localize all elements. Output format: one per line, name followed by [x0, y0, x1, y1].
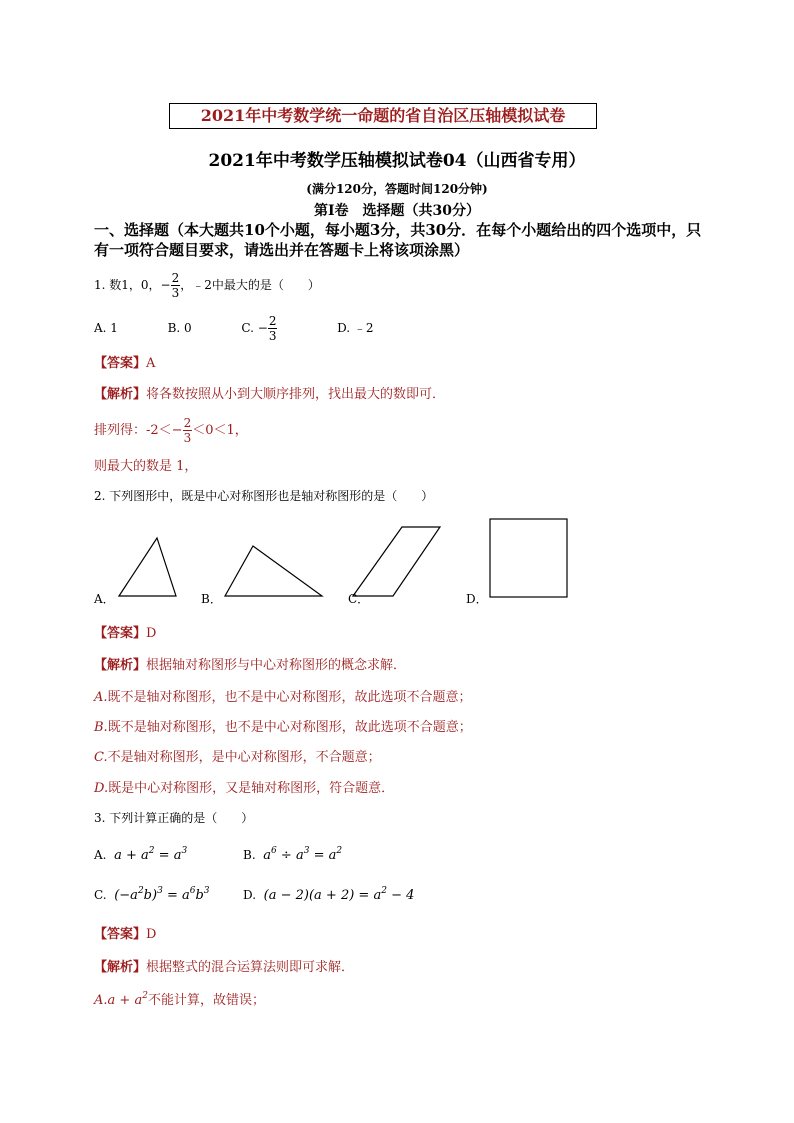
q3-option-b: B. $a^6 \div a^3 = a^2$ [243, 846, 343, 863]
paper-title: 2021年中考数学压轴模拟试卷04（山西省专用） [208, 151, 586, 171]
q1-option-a: A. 1 [94, 321, 118, 335]
q2-figure-b-obtuse-triangle [225, 546, 322, 596]
q3-option-d: D. $(a - 2)(a + 2) = a^2 - 4$ [243, 886, 415, 903]
q3-option-c: C. $(-a^2b)^3 = a^6b^3$ [94, 886, 210, 903]
q2-label-a: A． [94, 592, 115, 606]
q1-stem: 1. 数1，0，− $\frac{2}{3}$ ，﹣2中最大的是（ ） [94, 271, 320, 300]
q1-ordering: 排列得：-2＜− $\frac{2}{3}$ ＜0＜1， [94, 416, 248, 445]
q2-explain-b: B.既不是轴对称图形，也不是中心对称图形，故此选项不合题意； [94, 720, 472, 735]
q2-analysis: 【解析】根据轴对称图形与中心对称图形的概念求解． [94, 658, 407, 673]
q2-answer: 【答案】D [94, 626, 157, 641]
paper-subtitle: (满分120分，答题时间120分钟) [306, 182, 488, 196]
q3-explain-a: $A.a + a^2$不能计算，故错误； [94, 991, 265, 1008]
q2-figures [90, 512, 710, 612]
q2-explain-c: C.不是轴对称图形，是中心对称图形，不合题意； [94, 750, 381, 765]
q1-answer: 【答案】A [94, 356, 156, 371]
q1-option-c: C. − $\frac{2}{3}$ [241, 314, 277, 343]
q1-conclusion: 则最大的数是 1， [94, 459, 198, 474]
q1-options [94, 314, 374, 343]
q2-figure-d-square [490, 519, 567, 597]
q2-stem: 2. 下列图形中，既是中心对称图形也是轴对称图形的是（ ） [94, 489, 434, 503]
q3-stem: 3. 下列计算正确的是（ ） [94, 811, 254, 825]
q3-answer: 【答案】D [94, 927, 157, 942]
q3-option-a: A. $a + a^2 = a^3$ [94, 846, 188, 863]
q1-option-b: B. 0 [167, 321, 192, 335]
q2-label-b: B． [201, 592, 222, 606]
q2-explain-a: A.既不是轴对称图形，也不是中心对称图形，故此选项不合题意； [94, 690, 472, 705]
q3-analysis: 【解析】根据整式的混合运算法则即可求解． [94, 960, 355, 975]
q2-label-c: C． [348, 592, 370, 606]
q2-figure-a-acute-triangle [119, 538, 176, 596]
q2-label-d: D． [466, 592, 488, 606]
collection-banner: 2021年中考数学统一命题的省自治区压轴模拟试卷 [169, 103, 597, 129]
volume-heading: 第I卷 选择题（共30分） [313, 203, 481, 219]
q1-analysis: 【解析】将各数按照从小到大顺序排列，找出最大的数即可． [94, 387, 446, 402]
q1-option-d: D. ﹣2 [337, 321, 374, 335]
section-heading: 一、选择题（本大题共10个小题，每小题3分，共30分．在每个小题给出的四个选项中，只有一项符合题目要求，请选出并在答题卡上将该项涂黑） [94, 221, 702, 259]
q2-explain-d: D.既是中心对称图形，又是轴对称图形，符合题意． [94, 781, 395, 796]
q2-figure-c-parallelogram [353, 527, 440, 596]
